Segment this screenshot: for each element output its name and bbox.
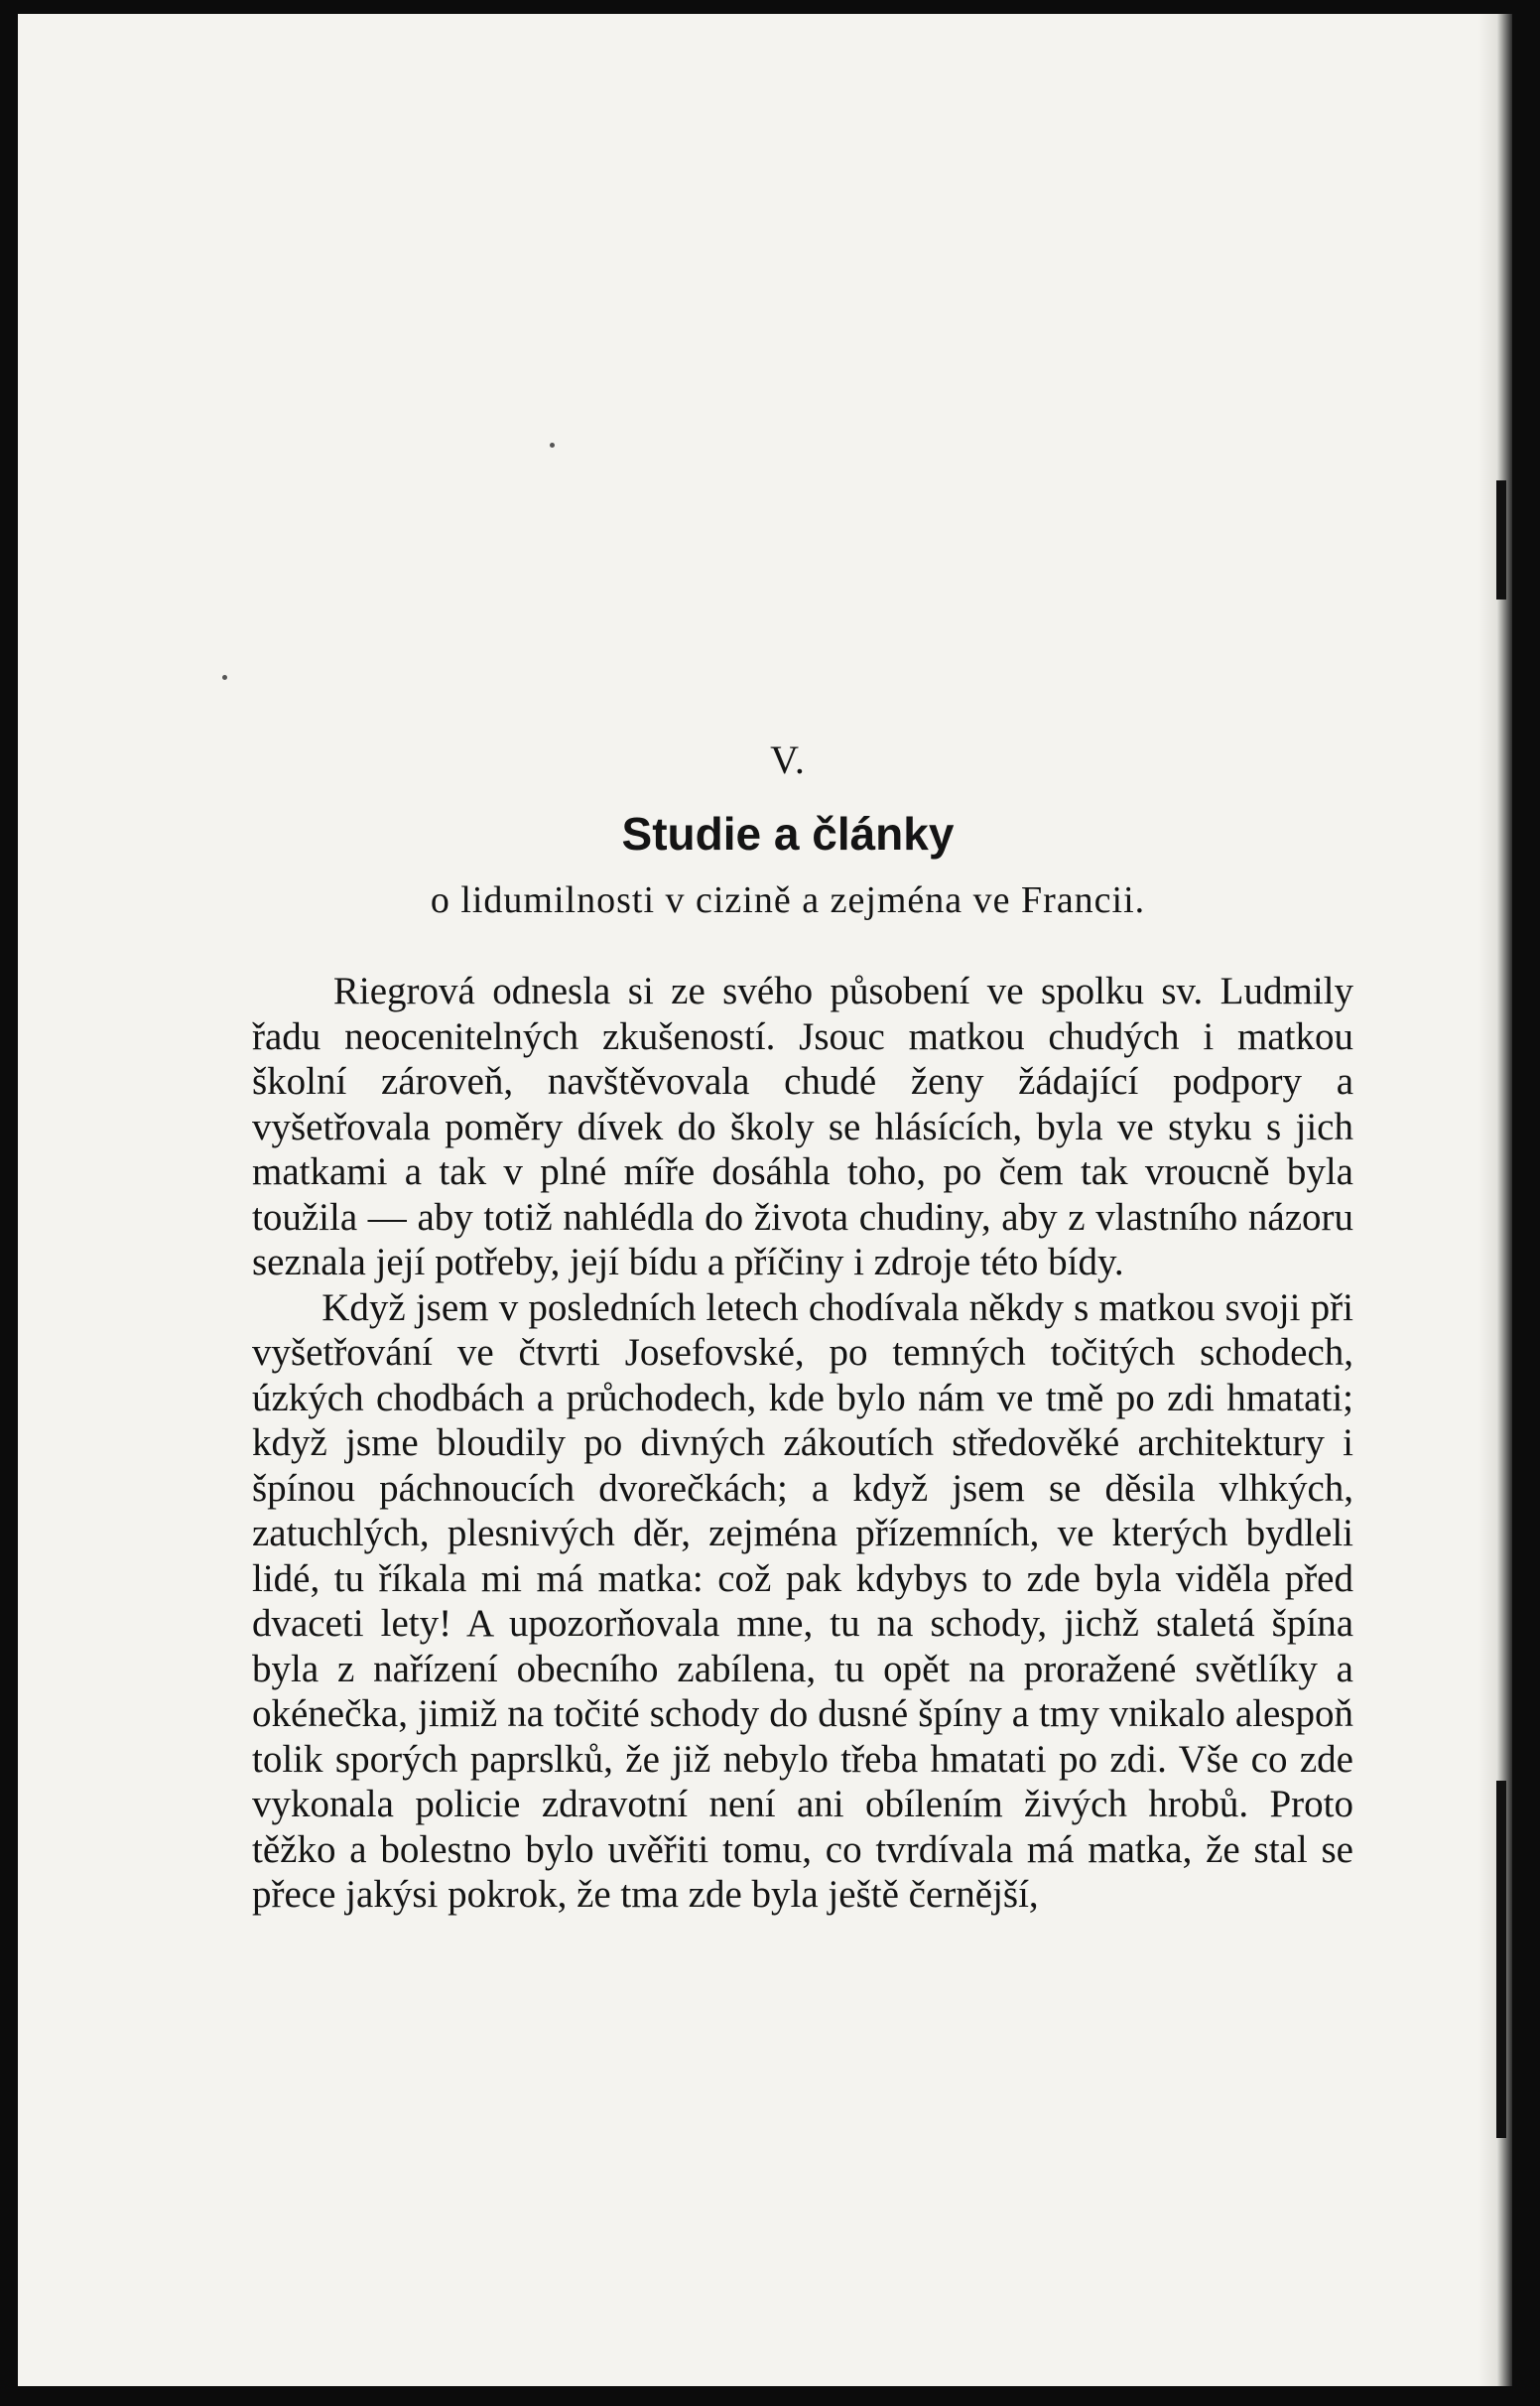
spine-mark — [1496, 1781, 1506, 2138]
chapter-number: V. — [770, 737, 806, 782]
paragraph: Když jsem v posledních letech chodívala někdy s matkou svoji při vyšetřování ve čtvrti Josefovské, po temných točitých schodech, úzkých chodbách a průchodech, kde bylo nám ve tmě po zdi hmatati; když jsme bloudily po divných zákoutích středověké architektury i špínou páchnoucích dvorečkách; a když jsem se děsila vlhkých, zatuchlých, plesnivých děr, zejména přízemních, ve kterých bydleli lidé, tu říkala mi má matka: což pak kdybys to zde byla viděla před dvaceti lety! A upozorňovala mne, tu na schody, jichž staletá špína byla z nařízení obecního zabílena, tu opět na proražené světlíky a okénečka, jimiž na točité schody do dusné špíny a tmy vnikalo alespoň tolik sporých paprslků, že již nebylo třeba hmatati po zdi. Vše co zde vykonala policie zdravotní není ani obílením živých hrobů. Proto těžko a bolestno bylo uvěřiti tomu, co tvrdívala má matka, že stal se přece jakýsi pokrok, že tma zde byla ještě černější, — [252, 1285, 1353, 1916]
chapter-subtitle: o lidumilnosti v cizině a zejména ve Francii. — [430, 879, 1146, 921]
edge-speck — [222, 675, 227, 680]
chapter-header — [252, 736, 1324, 922]
book-page — [18, 14, 1512, 2386]
edge-speck — [550, 443, 555, 448]
spine-mark — [1496, 480, 1506, 600]
paragraph: Riegrová odnesla si ze svého působení ve spolku sv. Ludmily řadu neocenitelných zkušeností. Jsouc matkou chudých i matkou školní zároveň, navštěvovala chudé ženy žádající podpory a vyšetřovala poměry dívek do školy se hlásících, byla ve styku s jich matkami a tak v plné míře dosáhla toho, po čem tak vroucně byla toužila — aby totiž nahlédla do života chudiny, aby z vlastního názoru seznala její potřeby, její bídu a příčiny i zdroje této bídy. — [252, 970, 1353, 1283]
chapter-title: Studie a články — [621, 808, 955, 860]
body-text — [252, 969, 1353, 1918]
page-spine-edge — [1478, 14, 1512, 2386]
